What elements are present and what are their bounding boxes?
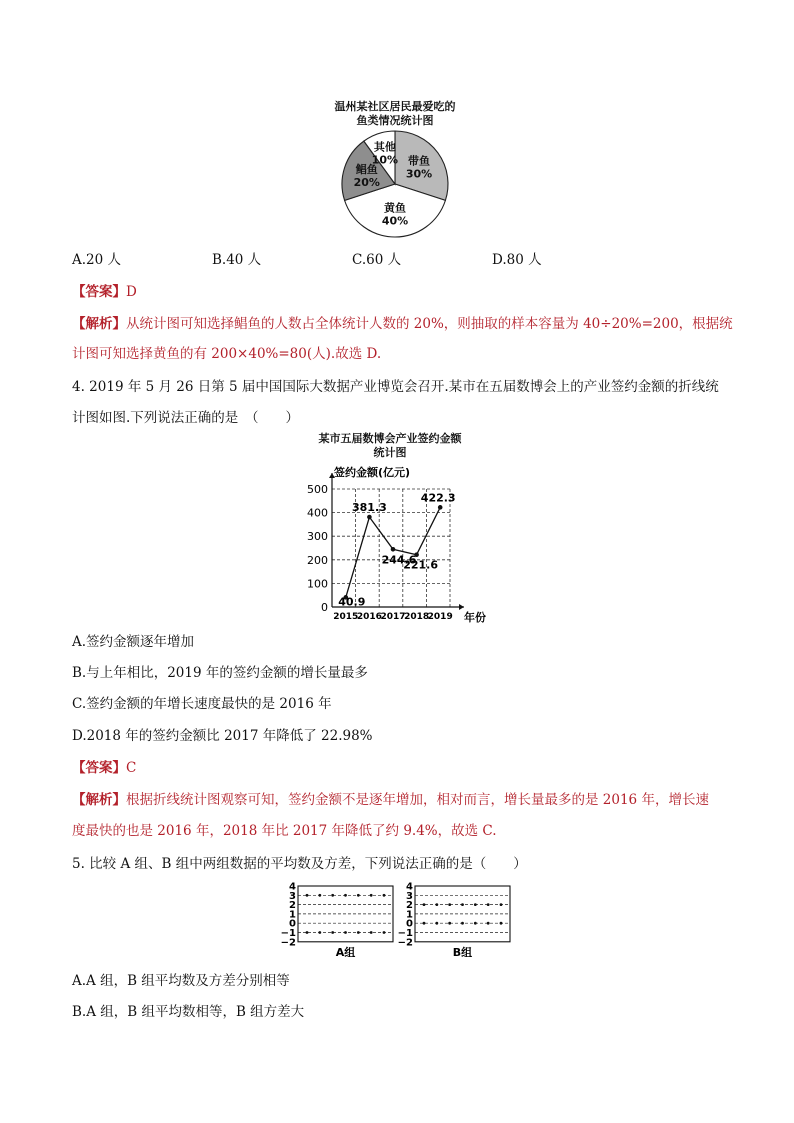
pie-chart (335, 128, 455, 240)
data-label: 422.3 (420, 491, 456, 505)
pie-title-line1: 温州某社区居民最爱吃的 (334, 100, 456, 113)
y-tick-label: −2 (397, 937, 413, 949)
answer-value: D (126, 284, 137, 300)
line-chart-title (290, 432, 490, 460)
y-tick-label: 1 (406, 909, 413, 921)
data-point (435, 903, 438, 906)
y-tick-label: 0 (321, 601, 328, 614)
data-point (448, 903, 451, 906)
group-comparison-figure (280, 880, 520, 964)
q3-option-d: D.80 人 (492, 252, 542, 268)
data-point (487, 922, 490, 925)
data-point (357, 931, 360, 934)
answer-tag: 【答案】 (72, 284, 126, 300)
data-label: 40.9 (338, 595, 366, 609)
data-point (306, 894, 309, 897)
data-point (367, 515, 372, 520)
x-tick-label: 2017 (380, 612, 406, 622)
data-point (318, 931, 321, 934)
q3-option-c: C.60 人 (352, 252, 402, 268)
pie-slice-label: 黄鱼 (384, 201, 406, 215)
pie-slice-label: 其他 (373, 140, 396, 154)
x-axis-arrow (459, 604, 464, 610)
q5-stem: 5. 比较 A 组、B 组中两组数据的平均数及方差，下列说法正确的是（ ） (72, 856, 527, 872)
y-tick-label: 3 (406, 890, 413, 902)
data-point (461, 903, 464, 906)
q4-stem-line1: 4. 2019 年 5 月 26 日第 5 届中国国际大数据产业博览会召开.某市在五届数博会上的产业签约金额的折线统 (72, 379, 719, 395)
pie-title-line2: 鱼类情况统计图 (356, 114, 434, 127)
pie-title (300, 100, 490, 128)
data-point (423, 903, 426, 906)
line-chart (300, 462, 500, 628)
q5-option-a: A.A 组，B 组平均数及方差分别相等 (72, 973, 290, 989)
data-point (344, 931, 347, 934)
pie-slice-percent: 10% (371, 153, 399, 167)
pie-slice-percent: 40% (381, 214, 409, 228)
data-point (500, 903, 503, 906)
q3-analysis-line1 (72, 315, 733, 333)
y-tick-label: 200 (307, 553, 328, 567)
data-point (391, 547, 396, 552)
data-point (318, 894, 321, 897)
x-axis-label: 年份 (464, 611, 486, 624)
q3-answer (72, 283, 137, 301)
data-point (357, 894, 360, 897)
y-tick-label: 4 (289, 881, 296, 893)
data-point (306, 931, 309, 934)
data-point (438, 505, 443, 510)
y-tick-label: 2 (406, 900, 413, 912)
data-point (370, 894, 373, 897)
data-point (487, 903, 490, 906)
q4-option-d: D.2018 年的签约金额比 2017 年降低了 22.98% (72, 728, 373, 744)
data-point (423, 922, 426, 925)
q4-option-b: B.与上年相比，2019 年的签约金额的增长量最多 (72, 665, 368, 681)
answer-value: C (126, 760, 137, 776)
data-point (500, 922, 503, 925)
x-tick-label: 2019 (427, 612, 453, 622)
y-tick-label: 3 (289, 890, 296, 902)
y-tick-label: 0 (289, 918, 296, 930)
group-a-label: A组 (335, 945, 356, 959)
x-tick-label: 2015 (333, 612, 359, 622)
q4-analysis-line2: 度最快的也是 2016 年，2018 年比 2017 年降低了约 9.4%，故选 C. (72, 823, 497, 839)
data-point (370, 931, 373, 934)
q4-option-c: C.签约金额的年增长速度最快的是 2016 年 (72, 696, 332, 712)
pie-slice-percent: 30% (405, 167, 433, 181)
q4-stem-line2: 计图如图.下列说法正确的是 （ ） (72, 410, 300, 426)
y-tick-label: −2 (280, 937, 296, 949)
q3-option-b: B.40 人 (212, 252, 262, 268)
data-point (344, 894, 347, 897)
y-tick-label: −1 (280, 928, 296, 939)
line-title-line2: 统计图 (373, 446, 407, 459)
data-point (331, 931, 334, 934)
y-tick-label: 300 (307, 530, 328, 544)
y-tick-label: 100 (307, 577, 328, 591)
x-tick-label: 2016 (356, 612, 382, 622)
y-tick-label: 2 (289, 900, 296, 912)
data-label: 381.3 (352, 501, 387, 515)
analysis-text: 根据折线统计图观察可知，签约金额不是逐年增加，相对而言，增长量最多的是 2016 年，增长速 (126, 792, 709, 808)
q3-analysis-line2: 计图可知选择黄鱼的有 200×40%=80(人).故选 D. (72, 346, 382, 362)
data-label: 244.6 (381, 553, 417, 567)
analysis-tag: 【解析】 (72, 316, 126, 332)
y-axis-label: 签约金额(亿元) (334, 466, 411, 479)
answer-tag: 【答案】 (72, 760, 126, 776)
data-point (383, 894, 386, 897)
q3-option-a: A.20 人 (72, 252, 122, 268)
pie-slice-percent: 20% (353, 175, 380, 189)
data-point (331, 894, 334, 897)
y-tick-label: 0 (406, 918, 413, 930)
q4-answer (72, 759, 136, 777)
data-label: 221.6 (403, 558, 438, 572)
pie-slice-label: 鲳鱼 (355, 162, 378, 176)
q5-option-b: B.A 组，B 组平均数相等，B 组方差大 (72, 1004, 305, 1020)
analysis-text: 从统计图可知选择鲳鱼的人数占全体统计人数的 20%，则抽取的样本容量为 40÷20%=200，根据统 (126, 316, 733, 332)
y-tick-label: 4 (406, 881, 413, 893)
data-point (474, 922, 477, 925)
x-tick-label: 2018 (404, 612, 430, 622)
y-tick-label: 500 (307, 483, 328, 496)
line-title-line1: 某市五届数博会产业签约金额 (318, 432, 462, 445)
data-point (461, 922, 464, 925)
group-b-label: B组 (452, 945, 473, 959)
y-tick-label: 1 (289, 909, 296, 921)
y-tick-label: 400 (307, 506, 328, 520)
q4-analysis-line1 (72, 791, 709, 809)
q4-option-a: A.签约金额逐年增加 (72, 634, 195, 650)
data-point (448, 922, 451, 925)
pie-slice-label: 带鱼 (408, 154, 431, 168)
y-tick-label: −1 (397, 928, 413, 939)
analysis-tag: 【解析】 (72, 792, 126, 808)
data-point (435, 922, 438, 925)
data-point (383, 931, 386, 934)
data-point (474, 903, 477, 906)
